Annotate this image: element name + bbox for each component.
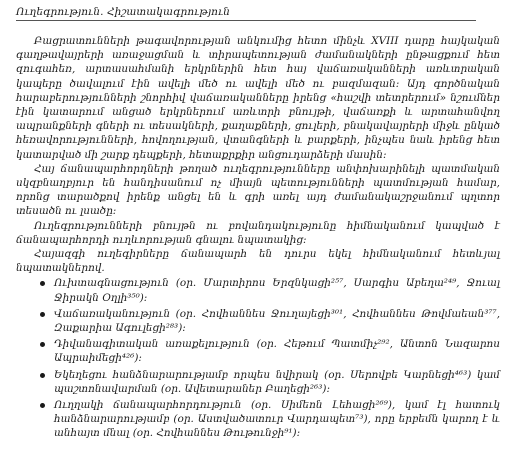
list-item: Դիվանագիտական առաքելություն (օր. Հեթում Պատմիչ²⁹², Անտոն Նազարոս Ապրաիմեցի⁴²⁶)։ [54,338,500,365]
list-item: Եկեղեցու հանձնարարությամբ որպես նվիրակ (օր. Սերովբե Կարնեցի⁴⁶³) կամ պաշտոնավարման (օր. Ավետարաներ Բաղեցի²⁶³)։ [54,368,500,395]
paragraph-1: Բացրատունների թագավորության անկումից հետո մինչև XVIII դարը հայկական գաղթավայրերի առաջացման և տիրապետության ժամանակների ընթացքում հետ զուգահեռ, արտասահմանի երկրներին հետ հայ վաճառականների առևտրական կապերը ծավալում էին ավելի մեծ ու ավելի մեծ ու բազմազան։ Այդ գործնական հարաբերությունների շնորհիվ վաճառականները իրենց «հաշվի տետրերում» նշումներ էին կատարում անցած երկրներում առևտրի բնույթի, վաճառքի և արտահանվող ապրանքների գների ու տեսակների, քաղաքների, ցուլերի, բնակավայրերի միջև ընկած հեռավորությունների, հովողության, վտանգների և բարքերի, ինչպես նաև իրենց հետ կատարված մի շարք դեպքերի, հետաքրքիր անցուդարձերի մասին։ [16,35,500,161]
paragraph-2: Հայ ճանապարհորդների թողած ուղեգրությունները անփոխարինելի պատմական սկզբնաղբյուր են հանդիսանում ոչ միայն պետությունների պատմության համար, որոնց տարածքով իրենք անցել են և գրի առել այդ ժամանակաշրջանում պղտոր տեսածն ու լսածը։ [16,162,500,218]
paragraph-3: Ուղեգրությունների բնույթն ու բովանդակությունը հիմնականում կապված է ճանապարհորդի ուղևորության գնալու նպատակից։ [16,219,500,246]
paragraph-4: Հայազգի ուղեգիրները ճանապարհ են դուրս եկել հիմնականում հետևյալ նպատակներով. [16,248,500,275]
document-body [16,34,500,443]
purpose-list [16,276,500,440]
list-item: Վաճառականություն (օր. Հովհաննես Ջուղայեցի³⁰¹, Հովհաննես Թովմաեան³⁷⁷, Զաքարիա Ագուլեցի²⁸³)։ [54,307,500,335]
page-header-title: Ուղեգրություն. Հիշատակագրություն [16,6,231,18]
list-item: Ուղղակի ճանապարհորդություն (օր. Սիմեոն Լեհացի²⁶⁹), կամ էլ հատուկ հանձնարարությամբ (օր. Աստվածատուր Վարդապետ⁷³), որը երբեմն կարող է և անհայտ մնալ (օր. Հովհաննես Թութունջի⁹¹)։ [54,399,500,440]
list-item: Ուխտագնացություն (օր. Մարտիրոս Երզնկացի²⁵⁷, Սարգիս Աբեղա²⁴⁹, Ջուալ Ջիրակն Օղլի³⁵⁰)։ [54,277,500,304]
header-divider [16,20,476,21]
